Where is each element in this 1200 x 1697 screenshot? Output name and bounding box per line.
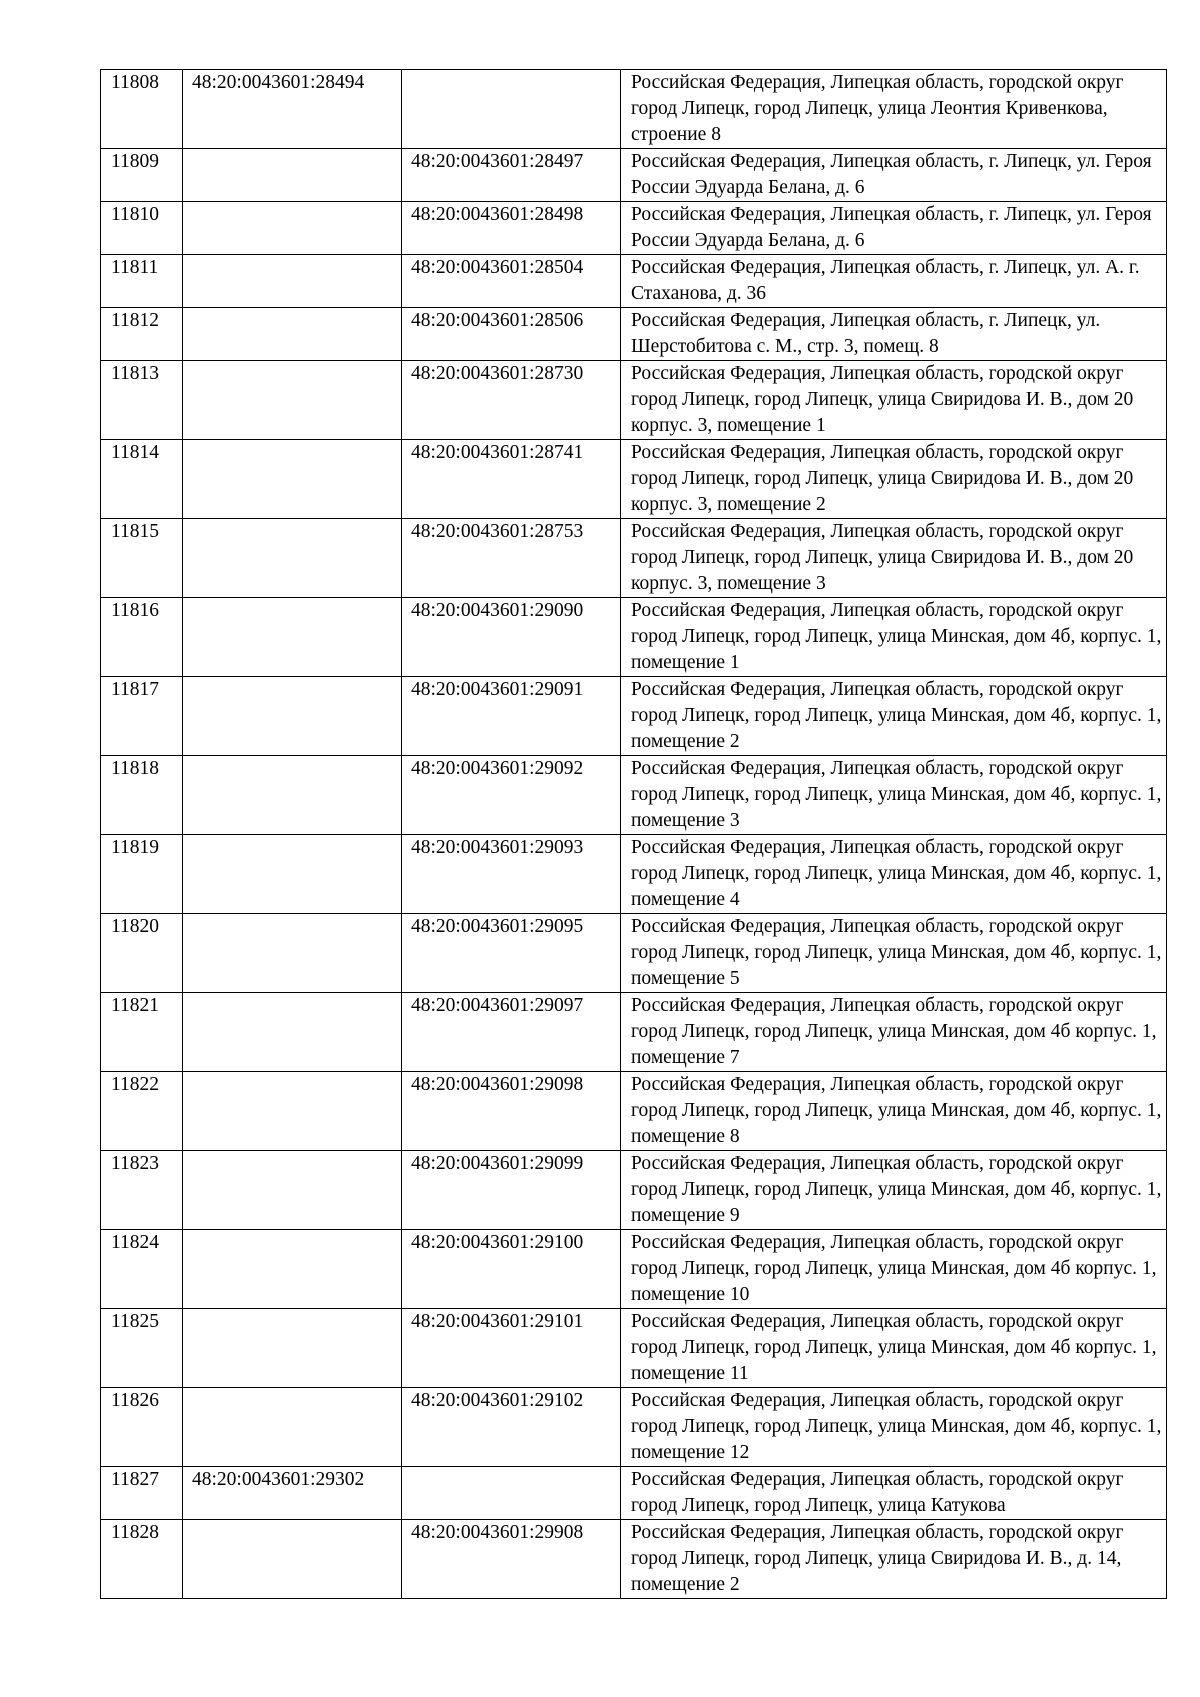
- table-row: [101, 993, 1167, 1072]
- cadastral-number-land: [183, 1072, 402, 1151]
- table-row: [101, 202, 1167, 255]
- row-number: 11812: [101, 308, 183, 361]
- table-row: [101, 1520, 1167, 1599]
- table-body: [101, 70, 1167, 1599]
- cadastral-number-land: [183, 1520, 402, 1599]
- cadastral-number-building: 48:20:0043601:29101: [402, 1309, 621, 1388]
- cadastral-number-land: [183, 1388, 402, 1467]
- table-row: [101, 149, 1167, 202]
- address: Российская Федерация, Липецкая область, городской округ город Липецк, город Липецк, улица Катукова: [621, 1467, 1167, 1520]
- address: Российская Федерация, Липецкая область, городской округ город Липецк, город Липецк, улица Минская, дом 4б корпус. 1, помещение 7: [621, 993, 1167, 1072]
- row-number: 11820: [101, 914, 183, 993]
- cadastral-number-land: [183, 202, 402, 255]
- row-number: 11819: [101, 835, 183, 914]
- address: Российская Федерация, Липецкая область, городской округ город Липецк, город Липецк, улица Свиридова И. В., дом 20 корпус. 3, помещение 1: [621, 361, 1167, 440]
- table-row: [101, 677, 1167, 756]
- address: Российская Федерация, Липецкая область, городской округ город Липецк, город Липецк, улица Минская, дом 4б корпус. 1, помещение 11: [621, 1309, 1167, 1388]
- cadastral-number-building: 48:20:0043601:28498: [402, 202, 621, 255]
- table-row: [101, 1072, 1167, 1151]
- row-number: 11826: [101, 1388, 183, 1467]
- row-number: 11822: [101, 1072, 183, 1151]
- cadastral-number-land: [183, 756, 402, 835]
- address: Российская Федерация, Липецкая область, городской округ город Липецк, город Липецк, улица Леонтия Кривенкова, строение 8: [621, 70, 1167, 149]
- cadastral-number-land: [183, 835, 402, 914]
- cadastral-number-building: 48:20:0043601:29090: [402, 598, 621, 677]
- row-number: 11808: [101, 70, 183, 149]
- table-row: [101, 1309, 1167, 1388]
- address: Российская Федерация, Липецкая область, г. Липецк, ул. А. г. Стаханова, д. 36: [621, 255, 1167, 308]
- cadastral-number-land: [183, 1230, 402, 1309]
- cadastral-number-land: [183, 149, 402, 202]
- row-number: 11827: [101, 1467, 183, 1520]
- table-row: [101, 308, 1167, 361]
- cadastral-number-land: 48:20:0043601:29302: [183, 1467, 402, 1520]
- cadastral-number-land: [183, 361, 402, 440]
- cadastral-number-land: [183, 519, 402, 598]
- row-number: 11811: [101, 255, 183, 308]
- cadastral-number-building: 48:20:0043601:28504: [402, 255, 621, 308]
- address: Российская Федерация, Липецкая область, городской округ город Липецк, город Липецк, улица Минская, дом 4б, корпус. 1, помещение 2: [621, 677, 1167, 756]
- cadastral-number-building: 48:20:0043601:28497: [402, 149, 621, 202]
- table-row: [101, 519, 1167, 598]
- cadastral-number-land: [183, 914, 402, 993]
- address: Российская Федерация, Липецкая область, городской округ город Липецк, город Липецк, улица Свиридова И. В., д. 14, помещение 2: [621, 1520, 1167, 1599]
- table-row: [101, 255, 1167, 308]
- cadastral-number-land: [183, 440, 402, 519]
- row-number: 11823: [101, 1151, 183, 1230]
- table-row: [101, 70, 1167, 149]
- row-number: 11816: [101, 598, 183, 677]
- cadastral-number-building: 48:20:0043601:29097: [402, 993, 621, 1072]
- cadastral-number-land: [183, 1309, 402, 1388]
- cadastral-number-building: [402, 70, 621, 149]
- address: Российская Федерация, Липецкая область, городской округ город Липецк, город Липецк, улица Минская, дом 4б, корпус. 1, помещение 1: [621, 598, 1167, 677]
- cadastral-number-building: 48:20:0043601:29100: [402, 1230, 621, 1309]
- address: Российская Федерация, Липецкая область, г. Липецк, ул. Героя России Эдуарда Белана, д. 6: [621, 149, 1167, 202]
- table-row: [101, 1151, 1167, 1230]
- cadastral-number-land: 48:20:0043601:28494: [183, 70, 402, 149]
- cadastral-number-building: [402, 1467, 621, 1520]
- cadastral-number-land: [183, 308, 402, 361]
- cadastral-number-land: [183, 1151, 402, 1230]
- row-number: 11818: [101, 756, 183, 835]
- address: Российская Федерация, Липецкая область, городской округ город Липецк, город Липецк, улица Минская, дом 4б, корпус. 1, помещение 3: [621, 756, 1167, 835]
- address: Российская Федерация, Липецкая область, городской округ город Липецк, город Липецк, улица Минская, дом 4б, корпус. 1, помещение 9: [621, 1151, 1167, 1230]
- row-number: 11810: [101, 202, 183, 255]
- address: Российская Федерация, Липецкая область, г. Липецк, ул. Шерстобитова с. М., стр. 3, помещ. 8: [621, 308, 1167, 361]
- row-number: 11815: [101, 519, 183, 598]
- row-number: 11809: [101, 149, 183, 202]
- address: Российская Федерация, Липецкая область, городской округ город Липецк, город Липецк, улица Свиридова И. В., дом 20 корпус. 3, помещение 3: [621, 519, 1167, 598]
- table-row: [101, 361, 1167, 440]
- address: Российская Федерация, Липецкая область, городской округ город Липецк, город Липецк, улица Минская, дом 4б корпус. 1, помещение 10: [621, 1230, 1167, 1309]
- table-row: [101, 1230, 1167, 1309]
- row-number: 11813: [101, 361, 183, 440]
- cadastral-number-land: [183, 598, 402, 677]
- cadastral-number-building: 48:20:0043601:28506: [402, 308, 621, 361]
- table-row: [101, 835, 1167, 914]
- address: Российская Федерация, Липецкая область, городской округ город Липецк, город Липецк, улица Минская, дом 4б, корпус. 1, помещение 12: [621, 1388, 1167, 1467]
- cadastral-number-land: [183, 255, 402, 308]
- cadastral-number-building: 48:20:0043601:29095: [402, 914, 621, 993]
- cadastral-number-building: 48:20:0043601:29102: [402, 1388, 621, 1467]
- address: Российская Федерация, Липецкая область, городской округ город Липецк, город Липецк, улица Минская, дом 4б, корпус. 1, помещение 8: [621, 1072, 1167, 1151]
- row-number: 11814: [101, 440, 183, 519]
- table-row: [101, 1388, 1167, 1467]
- address: Российская Федерация, Липецкая область, городской округ город Липецк, город Липецк, улица Свиридова И. В., дом 20 корпус. 3, помещение 2: [621, 440, 1167, 519]
- row-number: 11825: [101, 1309, 183, 1388]
- table-row: [101, 1467, 1167, 1520]
- cadastral-number-land: [183, 677, 402, 756]
- cadastral-number-building: 48:20:0043601:29091: [402, 677, 621, 756]
- row-number: 11824: [101, 1230, 183, 1309]
- table-row: [101, 756, 1167, 835]
- cadastral-number-building: 48:20:0043601:29099: [402, 1151, 621, 1230]
- cadastral-number-building: 48:20:0043601:29908: [402, 1520, 621, 1599]
- cadastral-number-building: 48:20:0043601:28730: [402, 361, 621, 440]
- table-row: [101, 598, 1167, 677]
- row-number: 11821: [101, 993, 183, 1072]
- row-number: 11817: [101, 677, 183, 756]
- document-table: [100, 69, 1167, 1599]
- cadastral-number-building: 48:20:0043601:29098: [402, 1072, 621, 1151]
- table-row: [101, 440, 1167, 519]
- table-row: [101, 914, 1167, 993]
- cadastral-number-building: 48:20:0043601:28741: [402, 440, 621, 519]
- cadastral-number-building: 48:20:0043601:29093: [402, 835, 621, 914]
- address: Российская Федерация, Липецкая область, г. Липецк, ул. Героя России Эдуарда Белана, д. 6: [621, 202, 1167, 255]
- address: Российская Федерация, Липецкая область, городской округ город Липецк, город Липецк, улица Минская, дом 4б, корпус. 1, помещение 4: [621, 835, 1167, 914]
- row-number: 11828: [101, 1520, 183, 1599]
- cadastral-number-land: [183, 993, 402, 1072]
- address: Российская Федерация, Липецкая область, городской округ город Липецк, город Липецк, улица Минская, дом 4б, корпус. 1, помещение 5: [621, 914, 1167, 993]
- cadastral-number-building: 48:20:0043601:28753: [402, 519, 621, 598]
- cadastral-number-building: 48:20:0043601:29092: [402, 756, 621, 835]
